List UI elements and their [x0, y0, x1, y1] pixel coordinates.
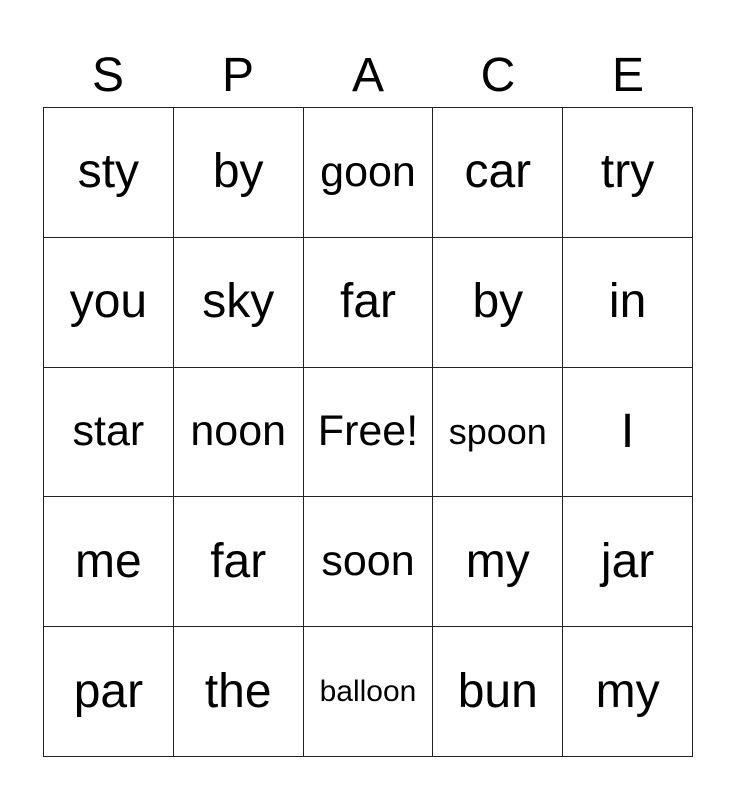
bingo-cell[interactable]: star	[44, 368, 174, 498]
bingo-cell[interactable]: noon	[174, 368, 304, 498]
bingo-cell[interactable]: the	[174, 627, 304, 757]
bingo-cell[interactable]: car	[433, 108, 563, 238]
bingo-cell[interactable]: by	[174, 108, 304, 238]
bingo-cell[interactable]: me	[44, 497, 174, 627]
bingo-header	[43, 46, 693, 106]
header-letter-e: E	[611, 49, 644, 102]
bingo-cell[interactable]: bun	[433, 627, 563, 757]
bingo-cell[interactable]: far	[304, 238, 434, 368]
bingo-cell[interactable]: my	[433, 497, 563, 627]
bingo-cell[interactable]: jar	[563, 497, 693, 627]
bingo-cell[interactable]: my	[563, 627, 693, 757]
bingo-cell[interactable]: spoon	[433, 368, 563, 498]
bingo-cell[interactable]: try	[563, 108, 693, 238]
bingo-cell[interactable]: you	[44, 238, 174, 368]
bingo-cell[interactable]: balloon	[304, 627, 434, 757]
bingo-cell[interactable]: sky	[174, 238, 304, 368]
bingo-cell[interactable]: I	[563, 368, 693, 498]
header-letter-a: A	[351, 49, 384, 102]
bingo-cell[interactable]: far	[174, 497, 304, 627]
bingo-cell[interactable]: soon	[304, 497, 434, 627]
bingo-cell[interactable]: by	[433, 238, 563, 368]
header-letter-c: C	[480, 49, 516, 102]
header-letter-p: P	[221, 49, 254, 102]
bingo-cell[interactable]: goon	[304, 108, 434, 238]
bingo-cell[interactable]: par	[44, 627, 174, 757]
bingo-cell[interactable]: in	[563, 238, 693, 368]
free-space-cell[interactable]: Free!	[304, 368, 434, 498]
header-letter-s: S	[91, 49, 124, 102]
bingo-cell[interactable]: sty	[44, 108, 174, 238]
bingo-board	[43, 107, 693, 757]
